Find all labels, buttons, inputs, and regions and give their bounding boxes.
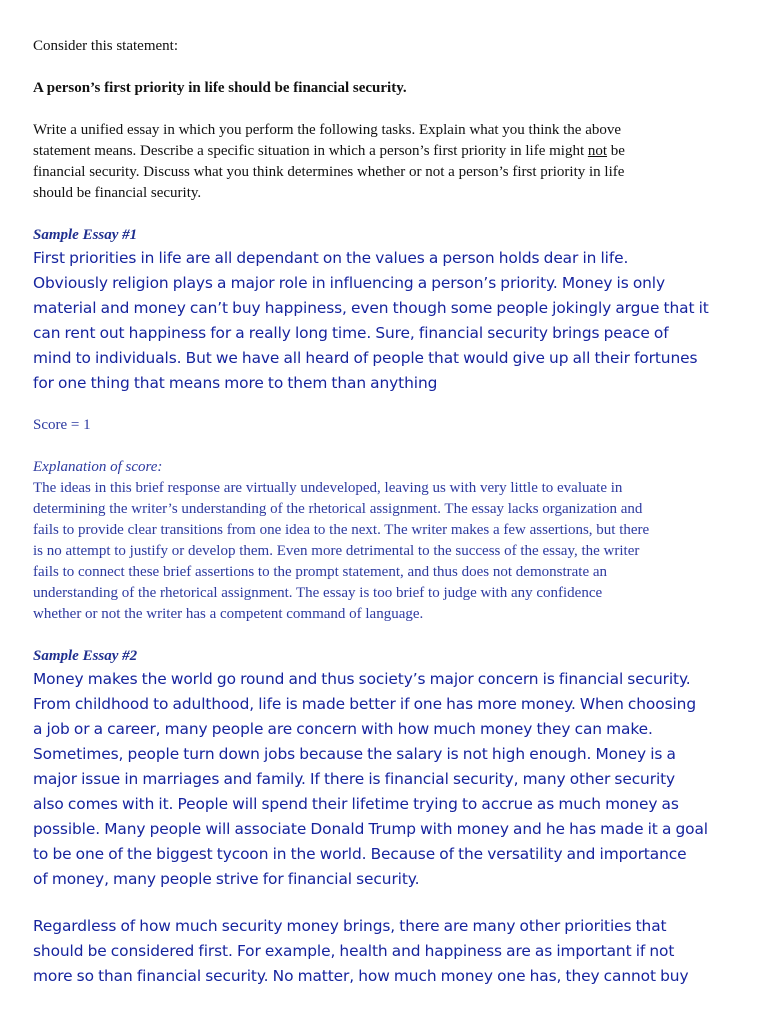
statement-text: A person’s first priority in life should be financial security. bbox=[33, 80, 407, 96]
prompt-line: statement means. Describe a specific situation in which a person’s first priority in life might not be bbox=[33, 143, 625, 159]
essay-line: a job or a career, many people are concern with how much money they can make. bbox=[33, 720, 653, 738]
essay-line: to be one of the biggest tycoon in the world. Because of the versatility and importance bbox=[33, 845, 687, 863]
intro-text: Consider this statement: bbox=[33, 38, 178, 54]
essay-line: possible. Many people will associate Donald Trump with money and he has made it a goal bbox=[33, 820, 708, 838]
sample-essay-1-body bbox=[33, 246, 733, 396]
explanation-line: whether or not the writer has a competent command of language. bbox=[33, 606, 424, 622]
essay-line: more so than financial security. No matter, how much money one has, they cannot buy bbox=[33, 967, 689, 985]
prompt-line: financial security. Discuss what you think determines whether or not a person’s first priority in life bbox=[33, 164, 625, 180]
essay-line: Obviously religion plays a major role in influencing a person’s priority. Money is only bbox=[33, 274, 665, 292]
sample-essay-2-paragraph-1 bbox=[33, 667, 733, 892]
essay-line: should be considered first. For example, health and happiness are as important if not bbox=[33, 942, 675, 960]
sample-essay-2-heading: Sample Essay #2 bbox=[33, 648, 138, 664]
prompt-line: should be financial security. bbox=[33, 185, 202, 201]
explanation-title: Explanation of score: bbox=[33, 459, 163, 475]
explanation-line: fails to connect these brief assertions to the prompt statement, and thus does not demonstrate an bbox=[33, 564, 608, 580]
explanation-line: fails to provide clear transitions from one idea to the next. The writer makes a few assertions, but there bbox=[33, 522, 650, 538]
essay-line: From childhood to adulthood, life is made better if one has more money. When choosing bbox=[33, 695, 696, 713]
score-text: Score = 1 bbox=[33, 417, 91, 433]
essay-line: material and money can’t buy happiness, even though some people jokingly argue that it bbox=[33, 299, 709, 317]
essay-line: can rent out happiness for a really long time. Sure, financial security brings peace of bbox=[33, 324, 669, 342]
essay-line: major issue in marriages and family. If there is financial security, many other security bbox=[33, 770, 676, 788]
sample-essay-2-paragraph-2 bbox=[33, 914, 733, 989]
essay-line: mind to individuals. But we have all heard of people that would give up all their fortunes bbox=[33, 349, 698, 367]
explanation-line: determining the writer’s understanding of the rhetorical assignment. The essay lacks organization and bbox=[33, 501, 643, 517]
essay-line: Money makes the world go round and thus society’s major concern is financial security. bbox=[33, 670, 691, 688]
explanation-line: understanding of the rhetorical assignment. The essay is too brief to judge with any confidence bbox=[33, 585, 603, 601]
prompt-paragraph bbox=[33, 120, 723, 204]
essay-line: Sometimes, people turn down jobs because the salary is not high enough. Money is a bbox=[33, 745, 676, 763]
document-page bbox=[33, 0, 733, 989]
essay-line: First priorities in life are all dependant on the values a person holds dear in life. bbox=[33, 249, 629, 267]
explanation-body bbox=[33, 478, 733, 625]
explanation-line: The ideas in this brief response are virtually undeveloped, leaving us with very little to evaluate in bbox=[33, 480, 623, 496]
essay-line: for one thing that means more to them than anything bbox=[33, 374, 438, 392]
prompt-line: Write a unified essay in which you perform the following tasks. Explain what you think the above bbox=[33, 122, 622, 138]
essay-line: of money, many people strive for financial security. bbox=[33, 870, 420, 888]
underlined-word: not bbox=[587, 143, 608, 159]
sample-essay-1-heading: Sample Essay #1 bbox=[33, 227, 138, 243]
essay-line: also comes with it. People will spend their lifetime trying to accrue as much money as bbox=[33, 795, 679, 813]
essay-line: Regardless of how much security money brings, there are many other priorities that bbox=[33, 917, 667, 935]
explanation-line: is no attempt to justify or develop them. Even more detrimental to the success of the essay, the writer bbox=[33, 543, 640, 559]
